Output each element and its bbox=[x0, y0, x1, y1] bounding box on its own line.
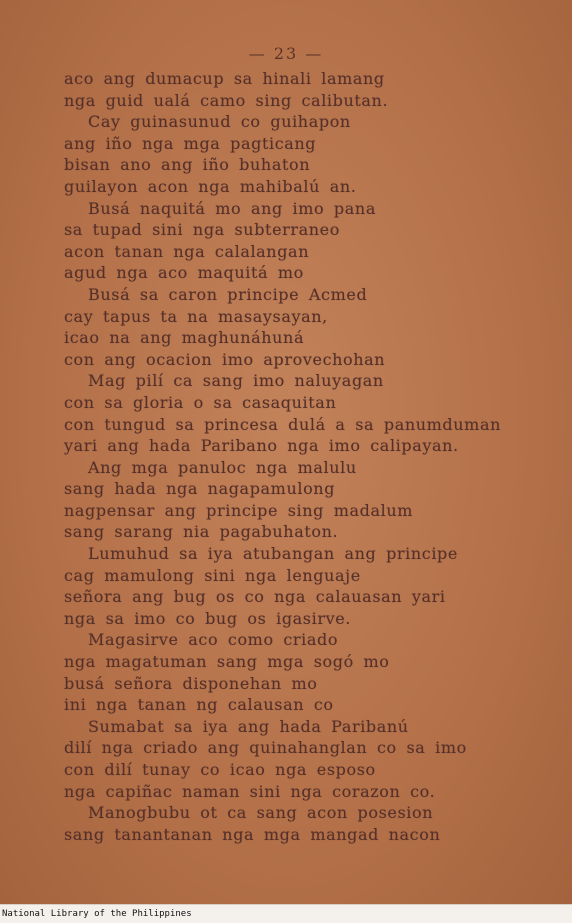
text-line: sa tupad sini nga subterraneo bbox=[64, 220, 340, 240]
text-line: Sumabat sa iya ang hada Paribanú bbox=[88, 716, 409, 736]
footer-credit: National Library of the Philippines bbox=[2, 909, 192, 919]
text-line: con sa gloria o sa casaquitan bbox=[64, 392, 337, 412]
page-number: — 23 — bbox=[248, 44, 324, 63]
text-line: con dilí tunay co icao nga esposo bbox=[64, 760, 376, 779]
text-line: Busá sa caron principe Acmed bbox=[88, 284, 368, 304]
text-line: Ang mga panuloc nga malulu bbox=[88, 457, 357, 477]
text-line: Magasirve aco como criado bbox=[88, 630, 339, 650]
text-line: cay tapus ta na masaysayan, bbox=[64, 306, 328, 326]
text-line: sang sarang nia pagabuhaton. bbox=[64, 522, 339, 542]
text-line: agud nga aco maquitá mo bbox=[64, 263, 304, 283]
text-line: aco ang dumacup sa hinali lamang bbox=[64, 69, 385, 88]
text-line: sang tanantanan nga mga mangad nacon bbox=[64, 824, 441, 844]
text-line: señora ang bug os co nga calauasan yari bbox=[64, 587, 446, 607]
text-line: sang hada nga nagapamulong bbox=[64, 479, 336, 499]
text-line: ang iño nga mga pagticang bbox=[64, 133, 317, 153]
text-line: ini nga tanan ng calausan co bbox=[64, 695, 334, 715]
text-line: busá señora disponehan mo bbox=[64, 673, 318, 693]
text-line: con ang ocacion imo aprovechohan bbox=[64, 349, 386, 369]
text-line: nga guid ualá camo sing calibutan. bbox=[64, 90, 389, 110]
text-line: Cay guinasunud co guihapon bbox=[88, 112, 351, 132]
text-line: con tungud sa princesa dulá a sa panumduman bbox=[64, 414, 501, 434]
text-line: dilí nga criado ang quinahanglan co sa imo bbox=[64, 738, 467, 758]
text-line: nga magatuman sang mga sogó mo bbox=[64, 652, 390, 672]
text-line: yari ang hada Paribano nga imo calipayan. bbox=[64, 436, 459, 456]
text-line: nga capiñac naman sini nga corazon co. bbox=[64, 781, 436, 801]
text-line: guilayon acon nga mahibalú an. bbox=[64, 176, 357, 196]
text-line: bisan ano ang iño buhaton bbox=[64, 155, 311, 175]
text-line: nga sa imo co bug os igasirve. bbox=[64, 608, 351, 628]
footer-bar bbox=[0, 904, 572, 923]
poem-text-block bbox=[64, 68, 501, 845]
text-line: acon tanan nga calalangan bbox=[64, 241, 310, 261]
text-line: Busá naquitá mo ang imo pana bbox=[88, 198, 376, 218]
text-line: nagpensar ang principe sing madalum bbox=[64, 500, 413, 520]
text-line: cag mamulong sini nga lenguaje bbox=[64, 565, 361, 585]
text-line: Mag pilí ca sang imo naluyagan bbox=[88, 371, 384, 391]
text-line: Lumuhud sa iya atubangan ang principe bbox=[88, 544, 458, 564]
text-line: icao na ang maghunáhuná bbox=[64, 328, 305, 348]
text-line: Manogbubu ot ca sang acon posesion bbox=[88, 803, 434, 823]
